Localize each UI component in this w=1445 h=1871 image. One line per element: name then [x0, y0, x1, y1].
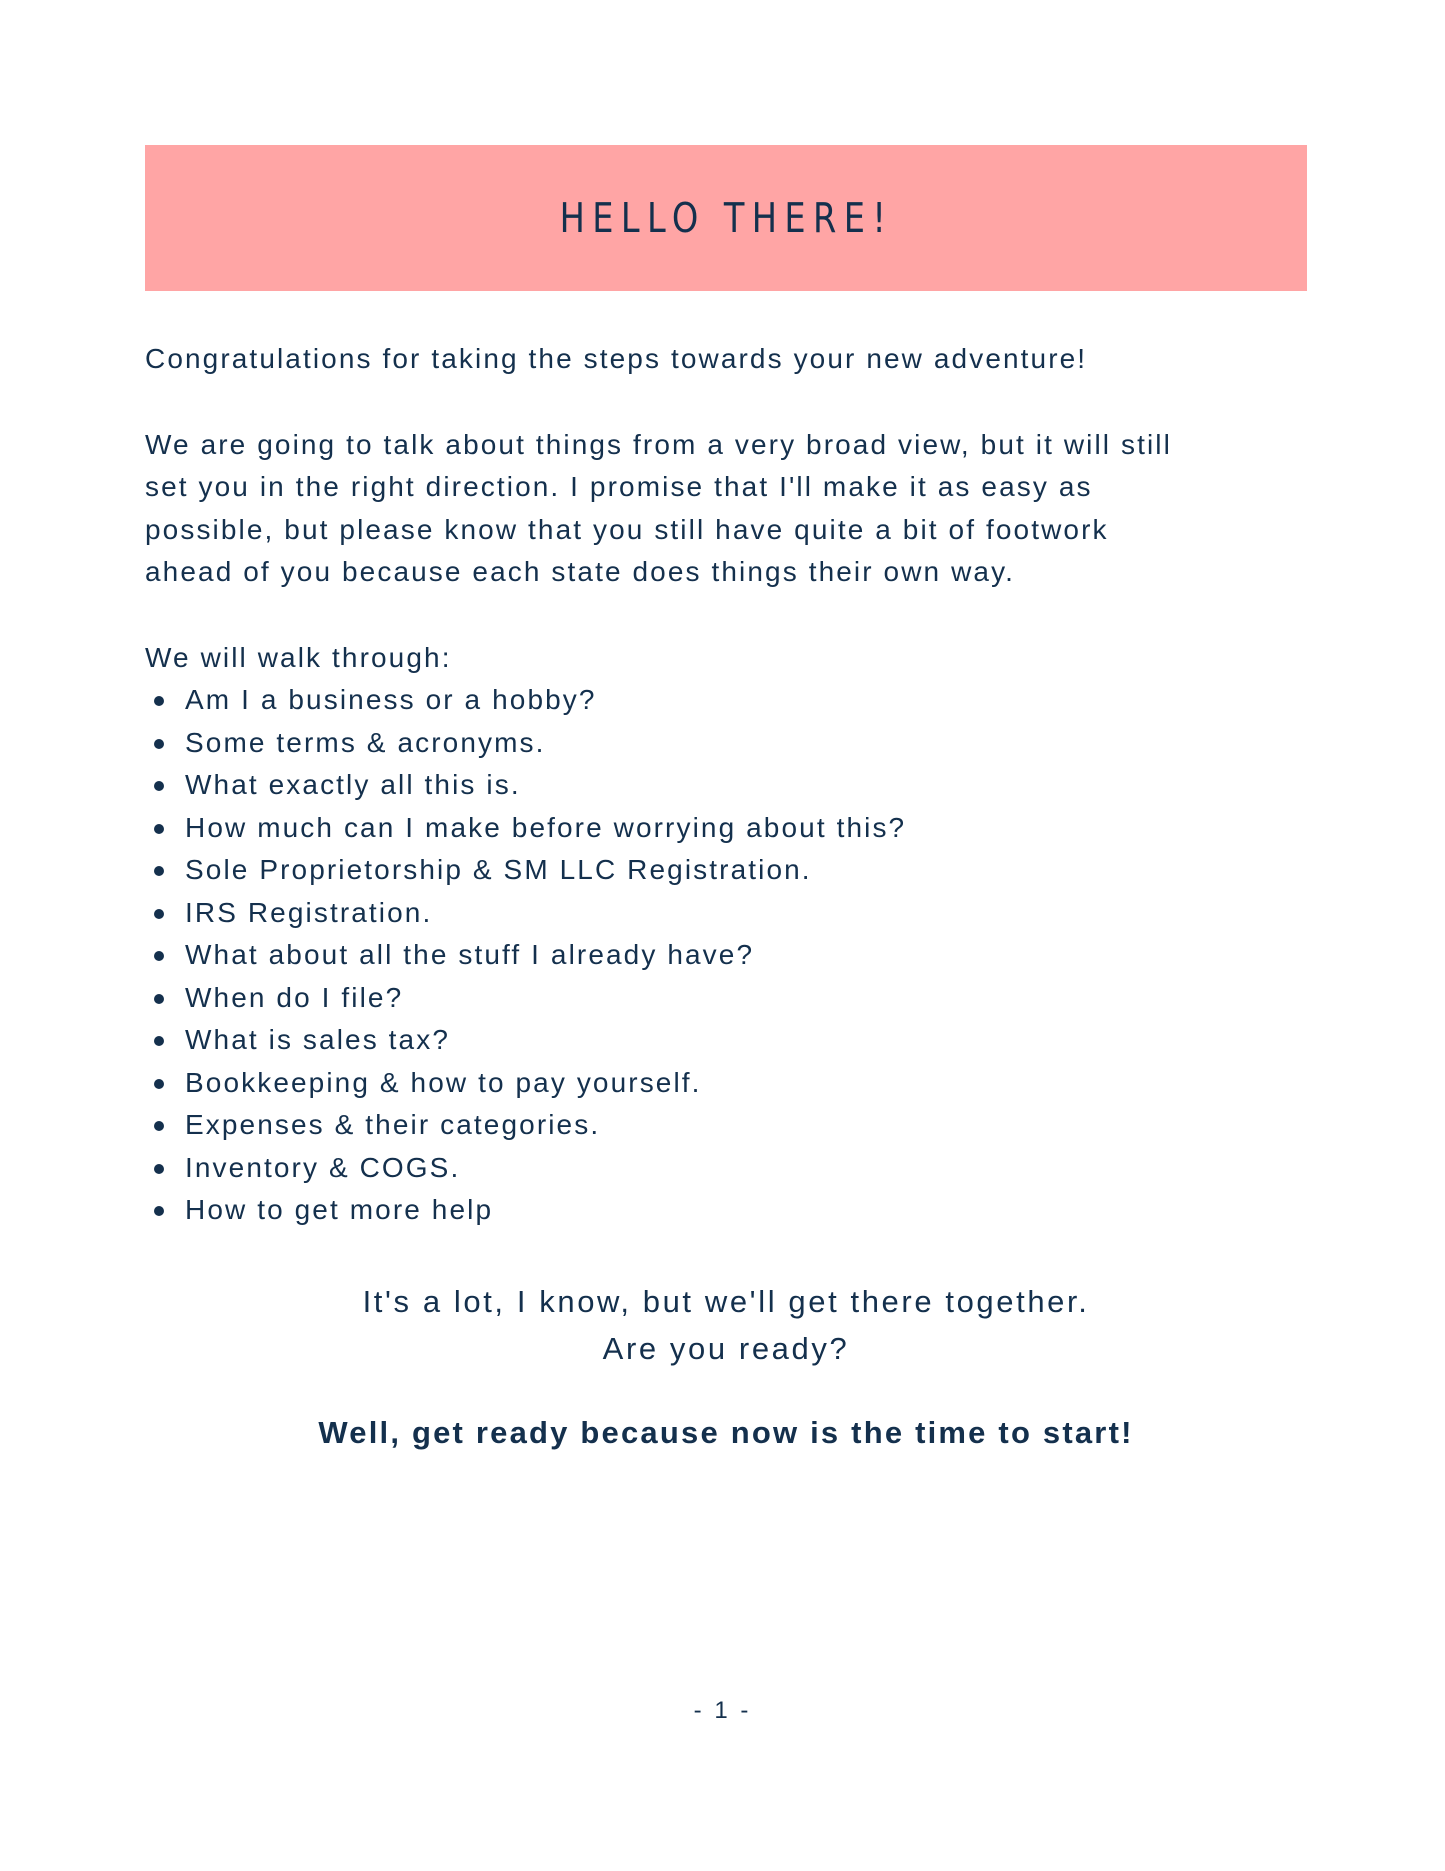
- bullet-icon: [154, 1164, 164, 1174]
- list-item-text: Bookkeeping & how to pay yourself.: [185, 1066, 702, 1098]
- paragraph-spacer: [145, 381, 1325, 424]
- bullet-icon: [154, 696, 164, 706]
- bullet-icon: [154, 824, 164, 834]
- list-item-text: What exactly all this is.: [185, 769, 521, 800]
- call-to-action: Well, get ready because now is the time to start!: [318, 1415, 1134, 1450]
- list-item-text: When do I file?: [185, 981, 404, 1013]
- intro-paragraph-line: possible, but please know that you still have quite a bit of footwork: [145, 513, 1109, 545]
- list-item: [145, 934, 1325, 977]
- list-item-text: IRS Registration.: [185, 896, 433, 928]
- bullet-icon: [154, 909, 164, 919]
- closing-question: Are you ready?: [602, 1331, 850, 1366]
- list-heading: We will walk through:: [145, 641, 452, 673]
- intro-paragraph-line: We are going to talk about things from a very broad view, but it will still: [145, 428, 1172, 460]
- list-item-text: What about all the stuff I already have?: [185, 939, 755, 970]
- intro-paragraph: [145, 424, 1325, 594]
- bullet-icon: [154, 994, 164, 1004]
- page-title: HELLO THERE!: [559, 194, 893, 242]
- topics-list: [145, 679, 1325, 1232]
- list-item: [145, 1189, 1325, 1232]
- title-banner: [145, 145, 1307, 291]
- list-item-text: Expenses & their categories.: [185, 1109, 601, 1140]
- list-item-text: How to get more help: [185, 1194, 494, 1225]
- bullet-icon: [154, 1121, 164, 1131]
- list-item: [145, 764, 1325, 807]
- bullet-icon: [154, 781, 164, 791]
- page-number: - 1 -: [693, 1697, 752, 1724]
- list-item-text: What is sales tax?: [185, 1024, 450, 1055]
- list-item: [145, 849, 1325, 892]
- intro-paragraph-line: ahead of you because each state does things their own way.: [145, 556, 1015, 587]
- list-item-text: Inventory & COGS.: [185, 1151, 461, 1183]
- closing-line: It's a lot, I know, but we'll get there together.: [362, 1284, 1090, 1319]
- list-item-text: Am I a business or a hobby?: [185, 684, 597, 715]
- paragraph-spacer: [145, 594, 1325, 637]
- list-item: [145, 1104, 1325, 1147]
- bullet-icon: [154, 1036, 164, 1046]
- list-item: [145, 1147, 1325, 1190]
- list-item: [145, 1019, 1325, 1062]
- bullet-icon: [154, 951, 164, 961]
- list-item: [145, 1062, 1325, 1105]
- list-item-text: Sole Proprietorship & SM LLC Registration.: [185, 854, 812, 885]
- list-item-text: How much can I make before worrying about this?: [185, 811, 907, 843]
- bullet-icon: [154, 1079, 164, 1089]
- list-item-text: Some terms & acronyms.: [185, 726, 546, 758]
- intro-content: [145, 338, 1325, 1232]
- bullet-icon: [154, 866, 164, 876]
- list-item: [145, 977, 1325, 1020]
- list-item: [145, 892, 1325, 935]
- closing-message: [145, 1278, 1307, 1372]
- intro-paragraph-line: set you in the right direction. I promise that I'll make it as easy as: [145, 471, 1093, 502]
- list-item: [145, 679, 1325, 722]
- bullet-icon: [154, 1206, 164, 1216]
- list-item: [145, 722, 1325, 765]
- bullet-icon: [154, 739, 164, 749]
- list-item: [145, 807, 1325, 850]
- greeting-text: Congratulations for taking the steps towards your new adventure!: [145, 343, 1088, 374]
